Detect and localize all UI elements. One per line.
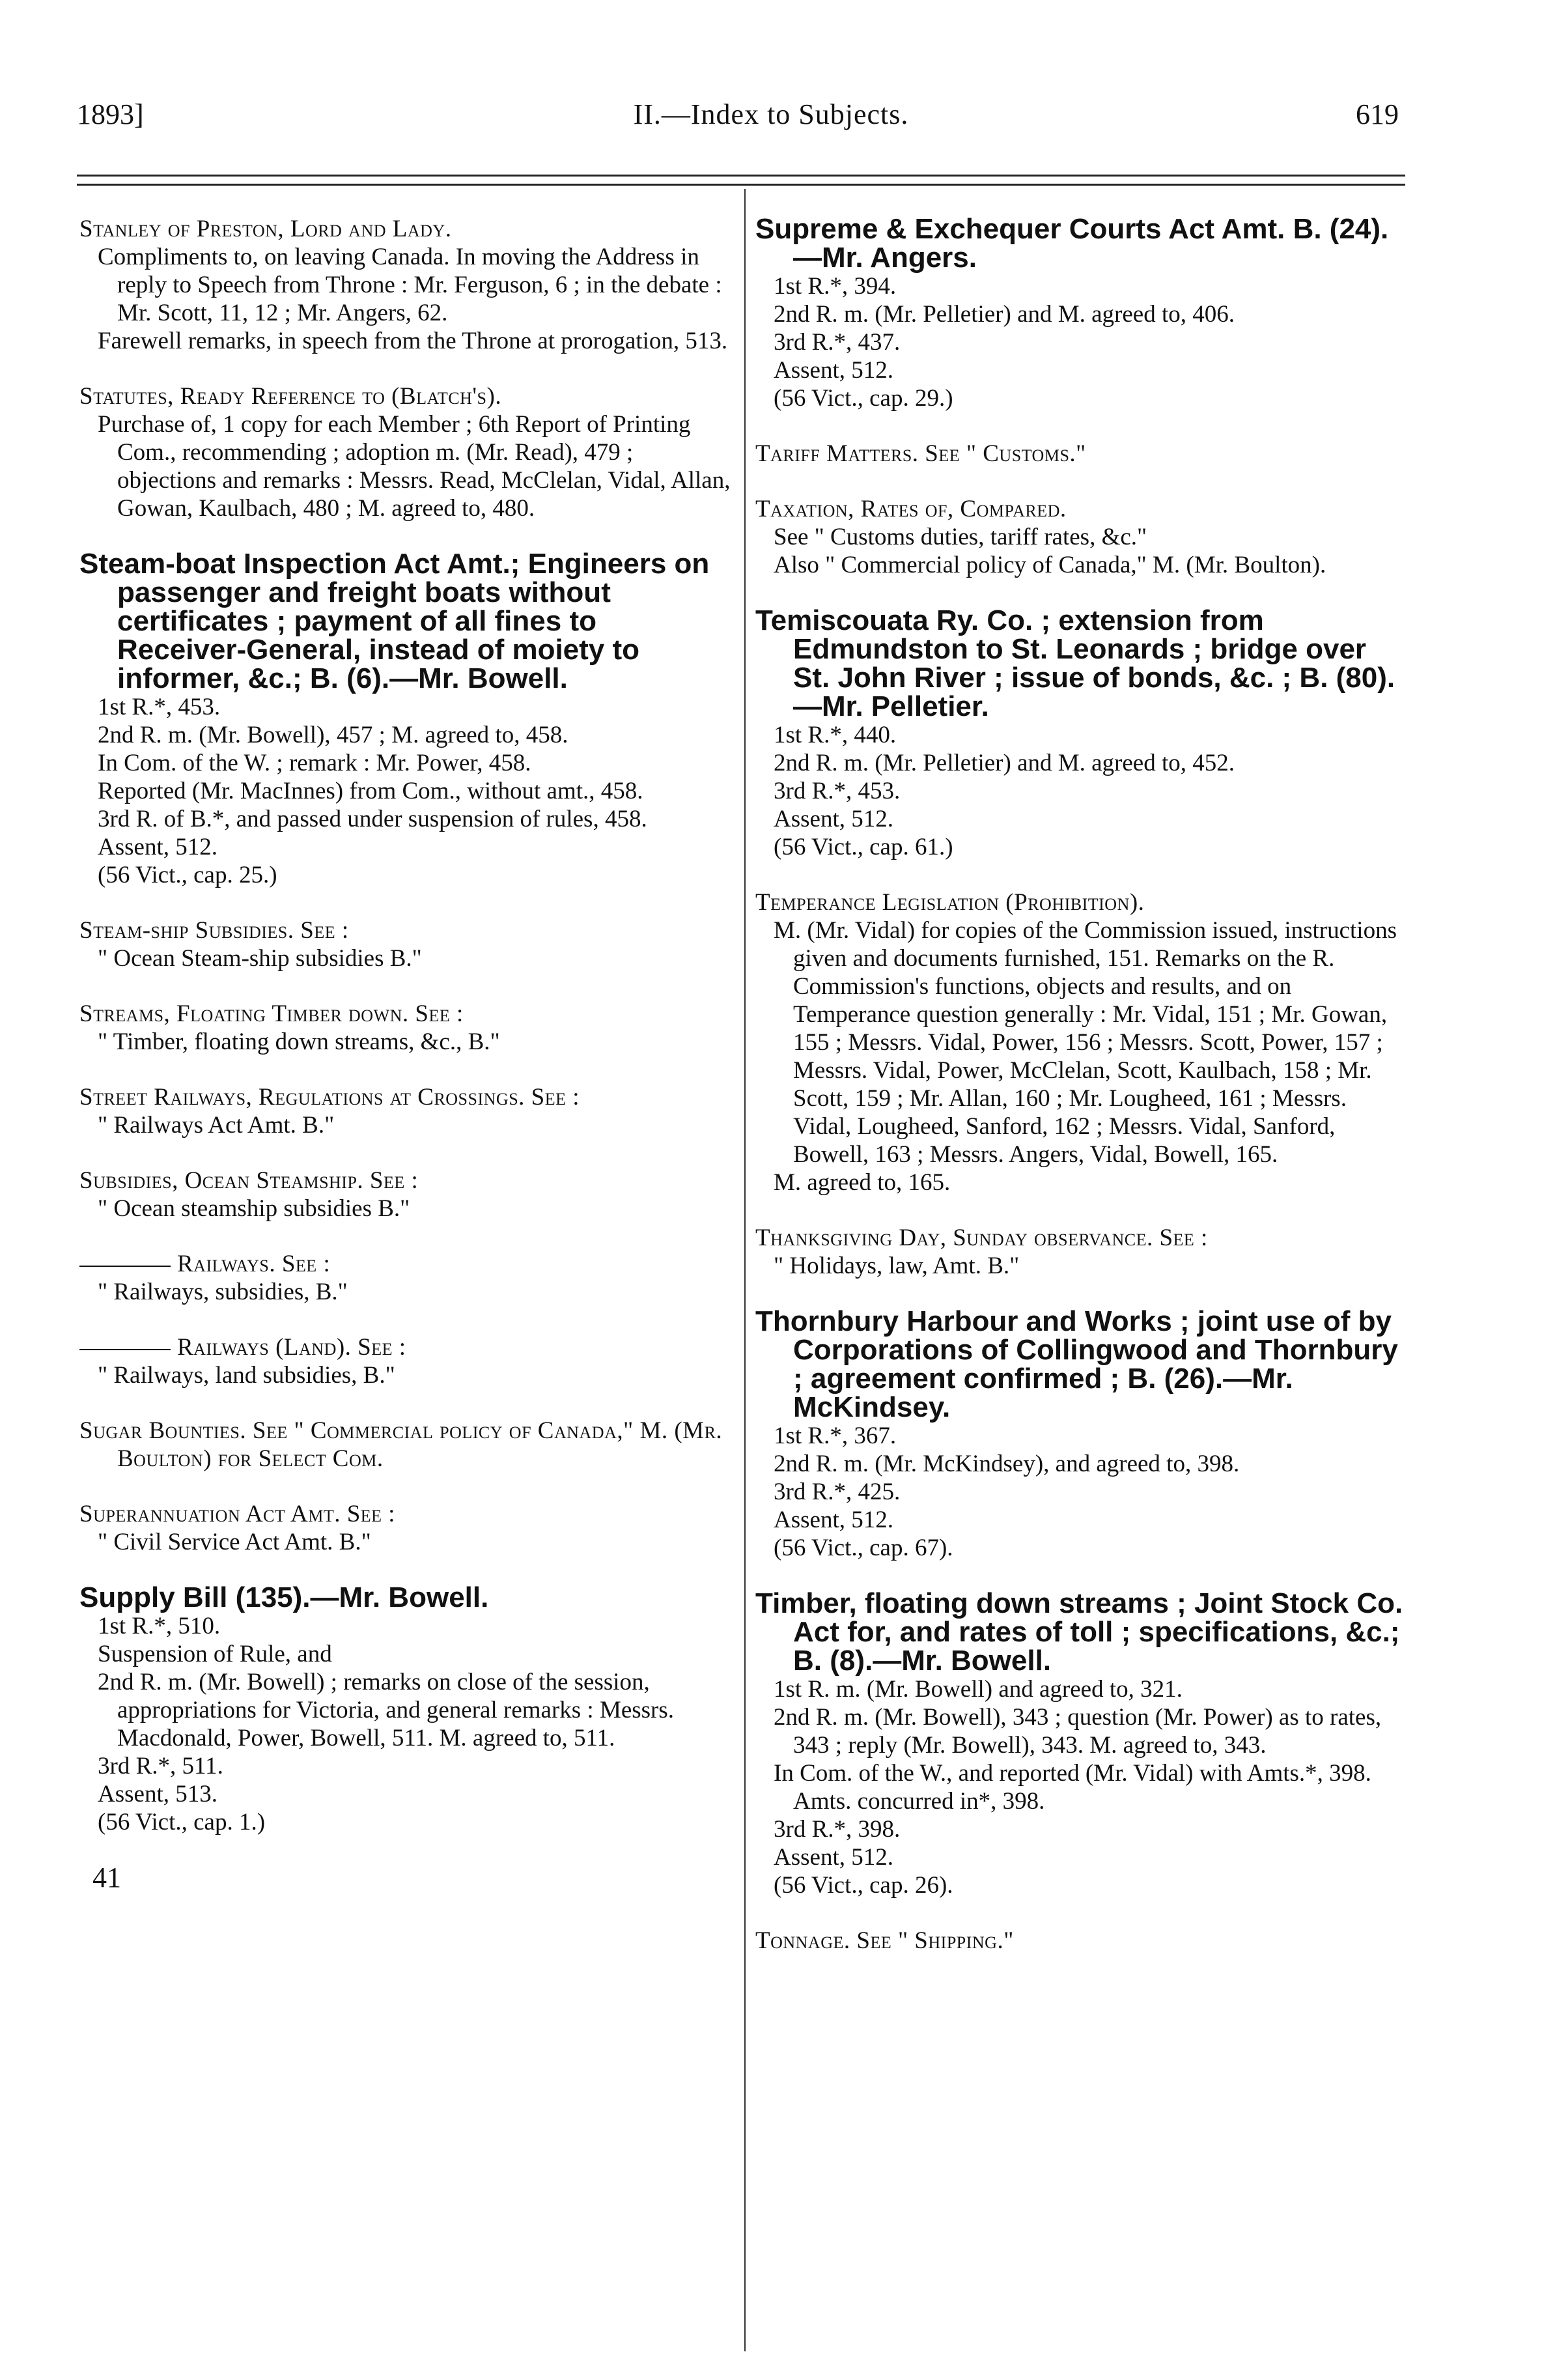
- entry-heading: [79, 1333, 731, 1361]
- entry-heading-text: Sugar Bounties. See " Commercial policy of Canada," M. (Mr. Boulton) for Select Com.: [79, 1417, 723, 1472]
- entry-heading-text: Stanley of Preston, Lord and Lady.: [79, 216, 452, 242]
- entry-heading-text: Temperance Legislation (Prohibition).: [755, 889, 1145, 916]
- index-entry: [755, 215, 1407, 412]
- entry-line: 3rd R.*, 425.: [774, 1479, 901, 1505]
- entry-line: Assent, 512.: [98, 834, 217, 860]
- entry-heading: [755, 1589, 1407, 1675]
- entry-line: Suspension of Rule, and: [98, 1641, 332, 1667]
- entry-line: 2nd R. m. (Mr. Bowell) ; remarks on close of the session, appropriations for Victoria, and general remarks : Messrs. Macdonald, Power, Bowell, 511. M. agreed to, 511.: [98, 1669, 675, 1751]
- index-entry: [755, 1307, 1407, 1562]
- entry-heading-text: Timber, floating down streams ; Joint Stock Co. Act for, and rates of toll ; specifications, &c.; B. (8).—Mr. Bowell.: [755, 1587, 1403, 1677]
- index-entry: [755, 1589, 1407, 1899]
- index-entry: [79, 1333, 731, 1389]
- index-entry: [755, 888, 1407, 1197]
- entry-line: (56 Vict., cap. 67).: [774, 1535, 953, 1561]
- entry-heading-text: Thanksgiving Day, Sunday observance. See :: [755, 1225, 1208, 1251]
- entry-line: 2nd R. m. (Mr. McKindsey), and agreed to, 398.: [774, 1451, 1240, 1477]
- index-entry: [79, 1500, 731, 1556]
- entry-line: (56 Vict., cap. 1.): [98, 1809, 266, 1835]
- index-entry: [79, 1167, 731, 1223]
- entry-heading: [755, 1927, 1407, 1955]
- entry-line: 3rd R.*, 511.: [98, 1753, 223, 1779]
- entry-heading-text: Superannuation Act Amt. See :: [79, 1501, 396, 1527]
- signature-mark: 41: [92, 1862, 121, 1893]
- entry-line: 2nd R. m. (Mr. Pelletier) and M. agreed to, 452.: [774, 750, 1235, 776]
- entry-line: (56 Vict., cap. 29.): [774, 385, 953, 412]
- entry-line: 1st R.*, 367.: [774, 1423, 897, 1449]
- entry-line: " Ocean steamship subsidies B.": [98, 1195, 410, 1222]
- entry-line: 2nd R. m. (Mr. Pelletier) and M. agreed to, 406.: [774, 301, 1235, 328]
- entry-heading-text: Steam-boat Inspection Act Amt.; Engineers on passenger and freight boats without certificates ; payment of all fines to Receiver-General, instead of moiety to informer, &c.; B. (6).—Mr. Bowell.: [79, 548, 710, 694]
- entry-heading: [755, 495, 1407, 523]
- index-entry: [755, 495, 1407, 579]
- entry-line: " Ocean Steam-ship subsidies B.": [98, 945, 422, 972]
- entry-line: 2nd R. m. (Mr. Bowell), 457 ; M. agreed to, 458.: [98, 722, 568, 748]
- entry-heading: [79, 916, 731, 944]
- entry-line: Also " Commercial policy of Canada," M. (Mr. Boulton).: [774, 552, 1326, 578]
- entry-heading-text: Street Railways, Regulations at Crossings. See :: [79, 1084, 580, 1111]
- entry-line: M. agreed to, 165.: [774, 1169, 951, 1196]
- entry-line: 3rd R.*, 437.: [774, 329, 901, 356]
- entry-heading: [79, 1167, 731, 1195]
- entry-line: Purchase of, 1 copy for each Member ; 6th Report of Printing Com., recommending ; adoption m. (Mr. Read), 479 ; objections and remarks : Messrs. Read, McClelan, Vidal, Allan, Gowan, Kaulbach, 480 ; M. agreed to, 480.: [98, 411, 731, 522]
- entry-heading: [79, 1083, 731, 1111]
- entry-line: Assent, 512.: [774, 1507, 893, 1533]
- entry-line: " Railways, land subsidies, B.": [98, 1362, 395, 1389]
- entry-line: In Com. of the W., and reported (Mr. Vidal) with Amts.*, 398. Amts. concurred in*, 398.: [774, 1760, 1371, 1815]
- entry-line: See " Customs duties, tariff rates, &c.": [774, 524, 1147, 550]
- index-entry: [79, 1250, 731, 1306]
- entry-line: Assent, 512.: [774, 806, 893, 832]
- entry-heading-text: Statutes, Ready Reference to (Blatch's).: [79, 383, 502, 410]
- entry-line: Assent, 513.: [98, 1781, 217, 1807]
- entry-heading-text: Temiscouata Ry. Co. ; extension from Edmundston to St. Leonards ; bridge over St. John River ; issue of bonds, &c. ; B. (80).—Mr. Pelletier.: [755, 604, 1395, 722]
- entry-line: (56 Vict., cap. 26).: [774, 1872, 953, 1899]
- entry-heading-text: Tariff Matters. See " Customs.": [755, 440, 1086, 467]
- entry-heading-text: Thornbury Harbour and Works ; joint use of by Corporations of Collingwood and Thornbury ; agreement confirmed ; B. (26).—Mr. McKindsey.: [755, 1305, 1398, 1423]
- entry-heading-text: Taxation, Rates of, Compared.: [755, 496, 1067, 522]
- index-entry: [755, 1224, 1407, 1280]
- index-entry: [79, 1083, 731, 1139]
- entry-heading: [755, 440, 1407, 468]
- entry-line: (56 Vict., cap. 25.): [98, 862, 277, 888]
- entry-heading: [79, 550, 731, 693]
- entry-heading: [79, 382, 731, 410]
- header-title: II.—Index to Subjects.: [633, 98, 909, 130]
- entry-line: 1st R.*, 440.: [774, 722, 897, 748]
- entry-line: Assent, 512.: [774, 1844, 893, 1871]
- entry-heading-text: Railways. See :: [177, 1251, 331, 1277]
- entry-line: In Com. of the W. ; remark : Mr. Power, 458.: [98, 750, 531, 776]
- index-entry: [755, 1927, 1407, 1955]
- ditto-dash: [79, 1349, 171, 1350]
- ditto-dash: [79, 1266, 171, 1267]
- entry-heading: [79, 1583, 731, 1612]
- entry-heading-text: Subsidies, Ocean Steamship. See :: [79, 1167, 419, 1194]
- entry-heading: [79, 1417, 731, 1473]
- entry-line: Farewell remarks, in speech from the Throne at prorogation, 513.: [98, 328, 728, 354]
- entry-heading: [755, 606, 1407, 721]
- entry-heading: [755, 888, 1407, 916]
- entry-heading: [755, 1224, 1407, 1252]
- entry-line: " Railways, subsidies, B.": [98, 1279, 348, 1305]
- entry-line: M. (Mr. Vidal) for copies of the Commission issued, instructions given and documents furnished, 151. Remarks on the R. Commission's functions, objects and results, and on Temperance question generally : Mr. Vidal, 151 ; Mr. Gowan, 155 ; Messrs. Vidal, Power, 156 ; Messrs. Scott, Power, 157 ; Messrs. Vidal, Power, McClelan, Scott, Kaulbach, 158 ; Mr. Scott, 159 ; Mr. Allan, 160 ; Mr. Lougheed, 161 ; Messrs. Vidal, Lougheed, Sanford, 162 ; Messrs. Vidal, Sanford, Bowell, 163 ; Messrs. Angers, Vidal, Bowell, 165.: [774, 917, 1397, 1168]
- entry-line: 3rd R.*, 453.: [774, 778, 901, 804]
- entry-heading: [79, 1250, 731, 1278]
- entry-heading: [79, 1000, 731, 1028]
- right-column: [755, 215, 1407, 1982]
- entry-line: 1st R.*, 394.: [774, 273, 897, 300]
- entry-line: Assent, 512.: [774, 357, 893, 384]
- entry-line: 3rd R. of B.*, and passed under suspension of rules, 458.: [98, 806, 647, 832]
- entry-heading: [79, 215, 731, 243]
- entry-heading: [755, 1307, 1407, 1422]
- entry-heading-text: Steam-ship Subsidies. See :: [79, 917, 349, 944]
- entry-heading: [755, 215, 1407, 272]
- index-entry: [79, 1583, 731, 1836]
- header-year: 1893]: [77, 98, 144, 130]
- index-entry: [79, 550, 731, 889]
- index-entry: [755, 606, 1407, 861]
- column-divider: [744, 189, 746, 2351]
- index-entry: [79, 916, 731, 972]
- index-entry: [79, 1417, 731, 1473]
- header-rule-bottom: [77, 184, 1405, 186]
- entry-heading-text: Railways (Land). See :: [177, 1334, 406, 1361]
- entry-heading-text: Supply Bill (135).—Mr. Bowell.: [79, 1581, 489, 1613]
- entry-line: 3rd R.*, 398.: [774, 1816, 901, 1843]
- entry-line: 1st R. m. (Mr. Bowell) and agreed to, 321.: [774, 1676, 1183, 1703]
- index-entry: [79, 382, 731, 522]
- entry-line: 2nd R. m. (Mr. Bowell), 343 ; question (Mr. Power) as to rates, 343 ; reply (Mr. Bowell), 343. M. agreed to, 343.: [774, 1704, 1382, 1759]
- entry-line: Reported (Mr. MacInnes) from Com., without amt., 458.: [98, 778, 643, 804]
- page-number: 619: [1356, 98, 1399, 130]
- entry-heading: [79, 1500, 731, 1528]
- left-column: [79, 215, 731, 1891]
- entry-line: 1st R.*, 453.: [98, 694, 221, 720]
- entry-line: (56 Vict., cap. 61.): [774, 834, 953, 860]
- entry-heading-text: Streams, Floating Timber down. See :: [79, 1000, 464, 1027]
- entry-line: " Holidays, law, Amt. B.": [774, 1253, 1020, 1279]
- index-entry: [755, 440, 1407, 468]
- index-entry: [79, 215, 731, 355]
- entry-line: " Railways Act Amt. B.": [98, 1112, 335, 1139]
- entry-line: Compliments to, on leaving Canada. In moving the Address in reply to Speech from Throne : Mr. Ferguson, 6 ; in the debate : Mr. Scott, 11, 12 ; Mr. Angers, 62.: [98, 244, 722, 326]
- entry-line: " Civil Service Act Amt. B.": [98, 1529, 371, 1555]
- header-rule-top: [77, 175, 1405, 177]
- index-entry: [79, 1000, 731, 1056]
- entry-heading-text: Tonnage. See " Shipping.": [755, 1927, 1014, 1954]
- entry-heading-text: Supreme & Exchequer Courts Act Amt. B. (24).—Mr. Angers.: [755, 213, 1389, 274]
- entry-line: " Timber, floating down streams, &c., B.": [98, 1028, 500, 1055]
- entry-line: 1st R.*, 510.: [98, 1613, 221, 1639]
